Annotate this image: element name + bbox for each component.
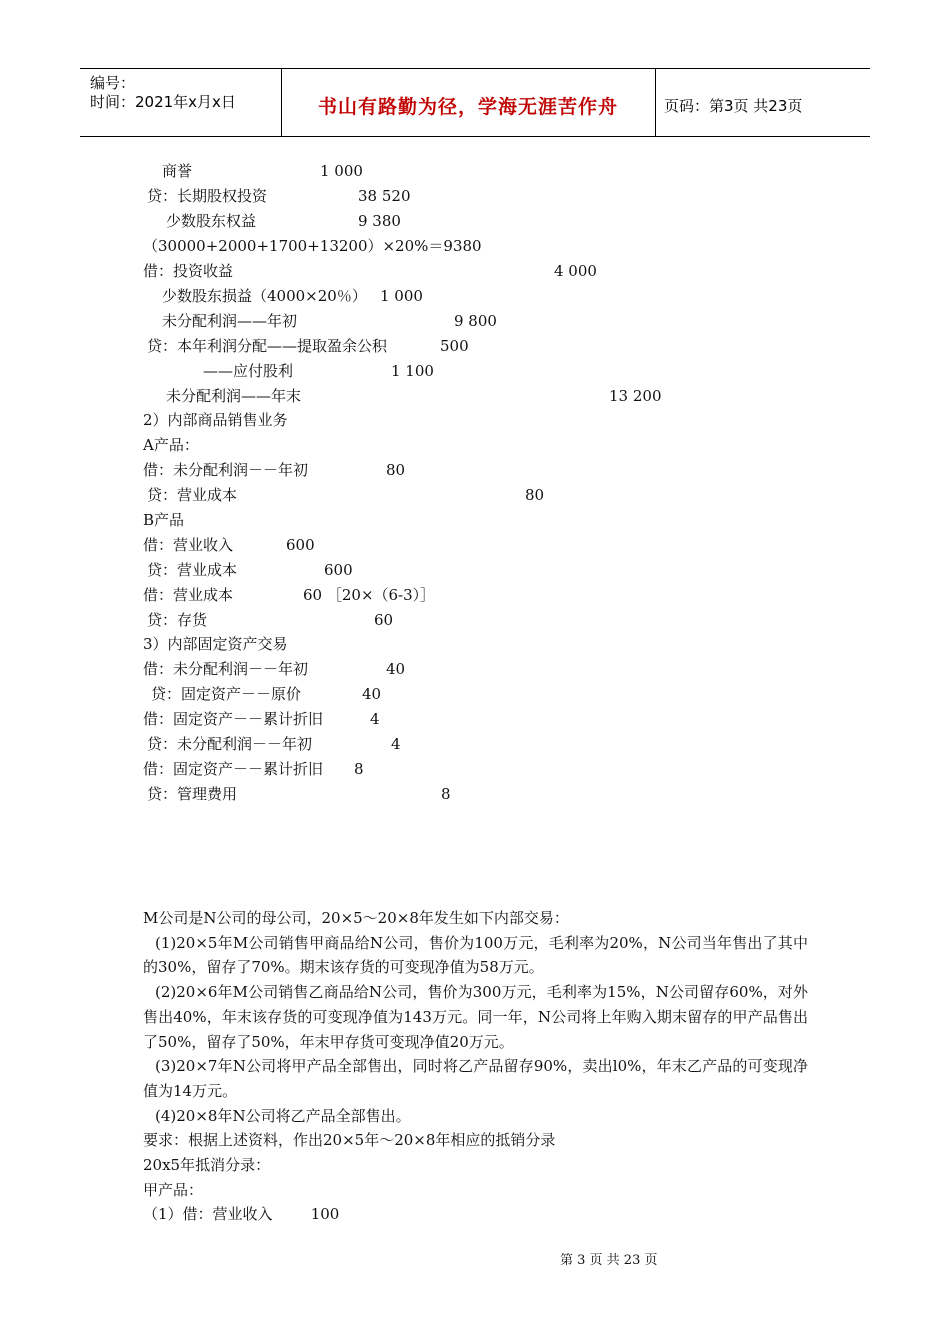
entry-label: 少数股东损益（4000×20％） [162,287,367,305]
entry-label: 贷：长期股权投资 [147,187,268,205]
entry-amount: 600 [324,561,353,579]
entry-label: 贷：营业成本 [147,486,238,504]
entry-amount: 1 000 [380,287,423,305]
problem-item-4: (4)20×8年N公司将乙产品全部售出。 [155,1106,411,1125]
entry-amount: 1 100 [391,362,434,380]
entry-amount: 13 200 [609,387,662,405]
entry-label: ——应付股利 [203,362,294,380]
entry-label: 贷：管理费用 [147,785,238,803]
product-heading: B产品 [143,511,185,529]
entry-amount: 60 ［20×（6-3）］ [303,586,436,604]
product-heading: A产品： [143,436,199,454]
problem-item-3: (3)20×7年N公司将甲产品全部售出，同时将乙产品留存90%，卖出l0%，年末乙产品的可变现净值为14万元。 [143,1057,808,1100]
entry-label: 借：固定资产－－累计折旧 [143,710,324,728]
doc-number-label: 编号： [90,74,136,92]
header-motto: 书山有路勤为径，学海无涯苦作舟 [317,96,618,118]
page-footer: 第 3 页 共 23 页 [560,1253,658,1268]
header-bottom-rule [80,136,870,137]
entry-amount: 8 [441,785,451,803]
entry-amount: 1 000 [320,162,363,180]
entry-amount: 40 [362,685,382,703]
header-top-rule [80,68,870,69]
problem-item-2: (2)20×6年M公司销售乙商品给N公司，售价为300万元，毛利率为15%，N公司留存60%，对外售出40%，年末该存货的可变现净值为143万元。同一年，N公司将上年购入期末留存的甲产品售出了50%，留存了50%，年末甲存货可变现净值20万元。 [143,983,808,1051]
entry-label: 贷：固定资产－－原价 [151,685,302,703]
solution-heading: 20x5年抵消分录： [143,1156,271,1175]
problem-requirement: 要求：根据上述资料，作出20×5年～20×8年相应的抵销分录 [143,1131,556,1150]
entry-amount: 80 [525,486,545,504]
entry-amount: 500 [440,337,469,355]
problem-intro: M公司是N公司的母公司，20×5～20×8年发生如下内部交易： [143,909,569,927]
entry-label: 借：未分配利润－－年初 [143,461,309,479]
entry-label: 贷：营业成本 [147,561,238,579]
entry-amount: 40 [386,660,406,678]
entry-amount: 9 380 [358,212,401,230]
entry-label: 未分配利润——年初 [162,312,298,330]
header-divider-left [281,68,282,136]
entry-label: 借：固定资产－－累计折旧 [143,760,324,778]
entry-formula: （30000+2000+1700+13200）×20%＝9380 [143,237,482,255]
entry-amount: 38 520 [358,187,411,205]
header-divider-right [655,68,656,136]
solution-product: 甲产品： [143,1180,204,1199]
entry-label: 借：营业成本 [143,586,234,604]
entry-label: 未分配利润——年末 [166,387,302,405]
entry-amount: 4 [370,710,380,728]
entry-label: 借：投资收益 [143,262,234,280]
entry-label: 少数股东权益 [166,212,257,230]
page-info: 页码：第3页 共23页 [664,97,803,115]
entry-label: 借：未分配利润－－年初 [143,660,309,678]
entry-amount: 80 [386,461,406,479]
entry-amount: 8 [354,760,364,778]
section-heading: 2）内部商品销售业务 [143,411,288,429]
entry-label: 贷：本年利润分配——提取盈余公积 [147,337,388,355]
entry-amount: 9 800 [454,312,497,330]
entry-amount: 60 [374,611,394,629]
solution-entry: （1）借：营业收入 100 [143,1205,340,1224]
problem-text [143,906,808,1227]
entry-amount: 4 000 [554,262,597,280]
entry-amount: 600 [286,536,315,554]
entry-label: 借：营业收入 [143,536,234,554]
doc-date-label: 时间：2021年x月x日 [90,93,236,111]
section-heading: 3）内部固定资产交易 [143,635,288,653]
entry-label: 商誉 [162,162,193,180]
entry-label: 贷：存货 [147,611,208,629]
entry-label: 贷：未分配利润－－年初 [147,735,313,753]
problem-item-1: (1)20×5年M公司销售甲商品给N公司，售价为100万元，毛利率为20%，N公司当年售出了其中的30%，留存了70%。期末该存货的可变现净值为58万元。 [143,933,808,977]
entry-amount: 4 [391,735,401,753]
